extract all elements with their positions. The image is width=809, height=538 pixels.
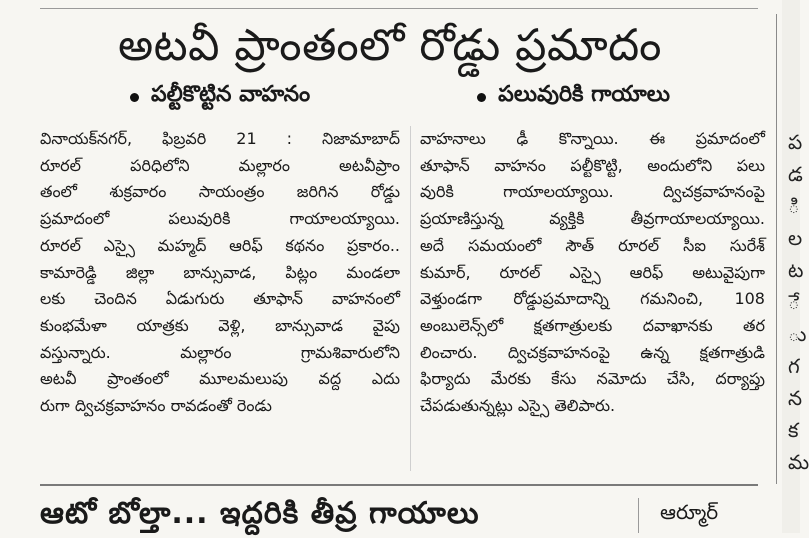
edge-text-fragment: డ <box>788 162 803 186</box>
body-line: రూరల్ ఎస్సై మహ్మద్ ఆరిఫ్ కథనం ప్రకారం.. <box>40 235 400 255</box>
body-line: రూరల్ పరిధిలోని మల్లారం అటవీప్రాం <box>40 155 400 175</box>
subheading-2 <box>477 82 670 112</box>
body-line: లించారు. ద్విచక్రవాహనంపై ఉన్న క్షతగాత్రుడి <box>420 342 765 362</box>
top-rule <box>40 8 758 9</box>
subheading-text: పల్టీకొట్టిన వాహనం <box>151 82 311 107</box>
article-body-left-column <box>40 126 400 420</box>
article-headline: అటవీ ప్రాంతంలో రోడ్డు ప్రమాదం <box>117 20 662 71</box>
next-article-divider <box>638 498 639 533</box>
body-line: ప్రమాదంలో పలువురికి గాయాలయ్యాయి. <box>40 209 400 229</box>
page-column-rule <box>776 14 777 484</box>
article-body-right-column <box>420 126 765 420</box>
edge-text-fragment: న <box>788 386 803 410</box>
body-line: లకు చెందిన ఏడుగురు తూఫాన్ వాహనంలో <box>40 289 400 309</box>
body-line: కుమార్, రూరల్ ఎస్సై ఆరిఫ్ అటువైపుగా <box>420 262 765 282</box>
body-line: ఫిర్యాదు మేరకు కేసు నమోదు చేసి, దర్యాప్తు <box>420 369 765 389</box>
body-line: కామారెడ్డి జిల్లా బాన్సువాడ, పిట్లం మండలా <box>40 262 400 282</box>
body-line: వస్తున్నారు. మల్లారం గ్రామశివారులోని <box>40 342 400 362</box>
bottom-rule <box>40 484 758 486</box>
bullet-icon <box>130 93 139 102</box>
body-line: వెళ్తుండగా రోడ్డుప్రమాదాన్ని గమనించి, 108 <box>420 289 765 309</box>
body-line: వాహనాలు ఢీ కొన్నాయి. ఈ ప్రమాదంలో <box>420 129 765 148</box>
body-line: చేపడుతున్నట్లు ఎస్సై తెలిపారు. <box>420 396 616 416</box>
body-line: అదే సమయంలో సౌత్ రూరల్ సీఐ సురేశ్ <box>420 235 765 255</box>
subheading-1 <box>130 82 310 112</box>
body-line: అంబులెన్స్‌లో క్షతగాత్రులకు దవాఖానకు తర <box>420 315 765 335</box>
edge-text-fragment: గ <box>788 354 800 378</box>
body-line: వినాయక్‌నగర్, ఫిబ్రవరి 21 : నిజామాబాద్ <box>40 129 400 148</box>
edge-text-fragment: ప <box>788 130 803 154</box>
subheading-text: పలువురికి గాయాలు <box>498 82 670 107</box>
bullet-icon <box>477 93 486 102</box>
body-line: అటవీ ప్రాంతంలో మూలమలుపు వద్ద ఎదు <box>40 369 400 389</box>
body-line: రుగా ద్విచక్రవాహనం రావడంతో రెండు <box>40 396 272 416</box>
edge-text-fragment: మ <box>788 450 809 474</box>
edge-text-fragment: ే <box>788 290 800 314</box>
article-subheadings <box>130 80 670 114</box>
next-article-fragment: ఆర్మూర్ <box>660 500 719 524</box>
body-line: వురికి గాయాలయ్యాయి. ద్విచక్రవాహనంపై <box>420 182 765 202</box>
body-line: తంలో శుక్రవారం సాయంత్రం జరిగిన రోడ్డు <box>40 182 400 202</box>
edge-text-fragment: ట <box>788 258 804 282</box>
next-article-headline: ఆటో బోల్తా... ఇద్దరికి తీవ్ర గాయాలు <box>40 496 480 531</box>
body-line: ప్రయాణిస్తున్న వ్యక్తికి తీవ్రగాయాలయ్యాయి. <box>420 209 765 229</box>
edge-text-fragment: ు <box>788 322 807 346</box>
body-line: తూఫాన్ వాహనం పల్టీకొట్టి, అందులోని పలు <box>420 155 765 175</box>
edge-text-fragment: ల <box>788 226 803 250</box>
edge-text-fragment: క <box>788 418 799 442</box>
body-line: కుంభమేళా యాత్రకు వెళ్లి, బాన్సువాడ వైపు <box>40 315 400 335</box>
column-divider <box>410 126 411 471</box>
adjacent-article-edge <box>782 0 809 533</box>
edge-text-fragment: ి <box>788 194 800 218</box>
